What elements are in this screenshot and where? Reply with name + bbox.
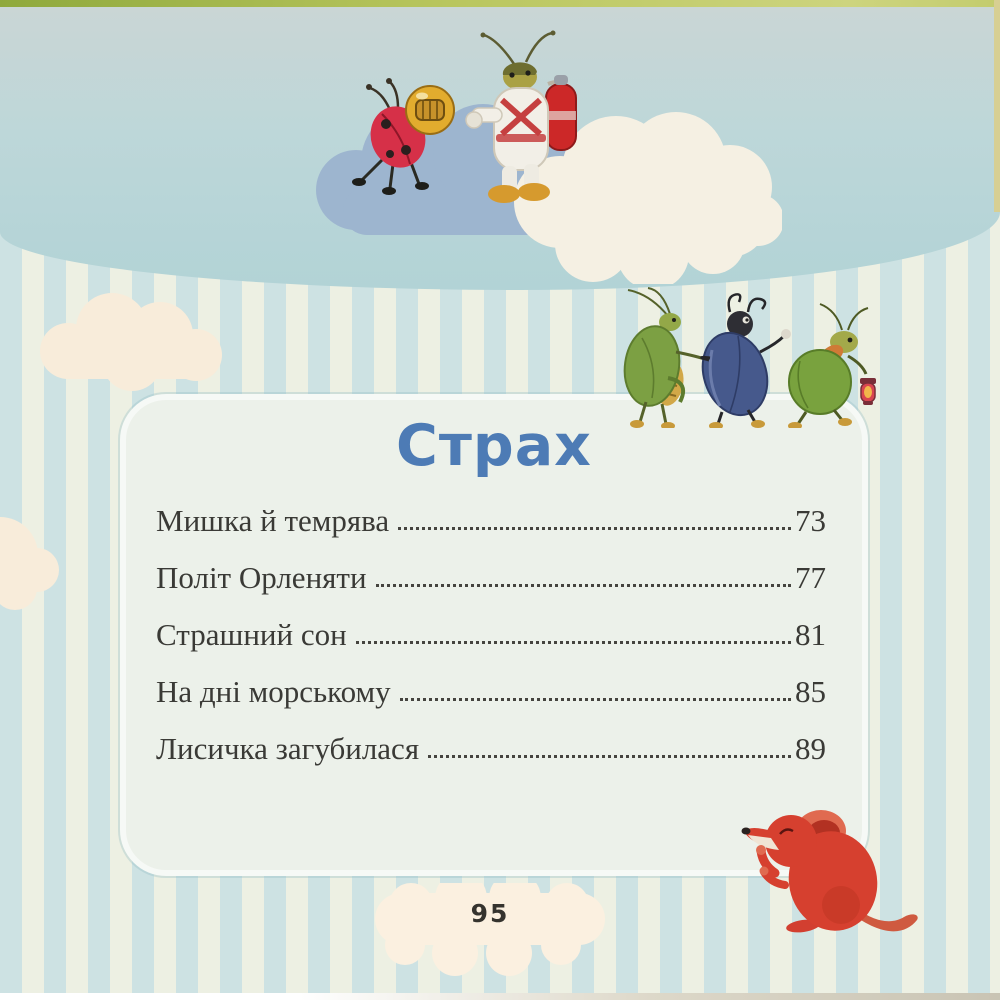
page-number-cloud [363, 883, 617, 983]
toc-entry [156, 504, 826, 538]
cream-cloud-bottom-icon [363, 883, 617, 983]
dotted-leader [376, 584, 791, 587]
toc-entry [156, 732, 826, 766]
toc-entry-title: Страшний сон [156, 617, 347, 652]
bugs-on-cloud-illustration [298, 22, 782, 289]
section-title: Страх [396, 413, 592, 479]
dotted-leader [428, 755, 791, 758]
toc-entry-title: Лисичка загубилася [156, 731, 420, 766]
dotted-leader [398, 527, 791, 530]
page-bottom-edge [0, 993, 1000, 1000]
dotted-leader [356, 641, 791, 644]
toc-entry-title: Мишка й темрява [156, 503, 390, 538]
dotted-leader [400, 698, 791, 701]
toc-entry-page: 73 [795, 503, 826, 538]
toc-entry-title: На дні морському [156, 674, 391, 709]
running-red-mouse-illustration [733, 793, 923, 953]
page-top-edge [0, 0, 1000, 7]
cream-cloud-top-left-icon [28, 283, 228, 396]
page-number: 95 [470, 899, 510, 928]
toc-entry [156, 675, 826, 709]
toc-entry [156, 618, 826, 652]
red-mouse-icon [742, 810, 918, 939]
toc-entry [156, 561, 826, 595]
toc-entry-page: 81 [795, 617, 826, 652]
three-bugs-walking-illustration [610, 286, 890, 433]
grasshopper-icon [620, 288, 708, 428]
toc-list [126, 504, 862, 766]
toc-entry-page: 89 [795, 731, 826, 766]
cream-cloud-left-edge-icon [0, 510, 80, 615]
page-right-edge [994, 0, 1000, 212]
green-beetle-lantern-icon [788, 304, 876, 428]
toc-entry-page: 85 [795, 674, 826, 709]
toc-entry-page: 77 [795, 560, 826, 595]
toc-entry-title: Політ Орленяти [156, 560, 367, 595]
blue-beetle-icon [693, 294, 791, 428]
